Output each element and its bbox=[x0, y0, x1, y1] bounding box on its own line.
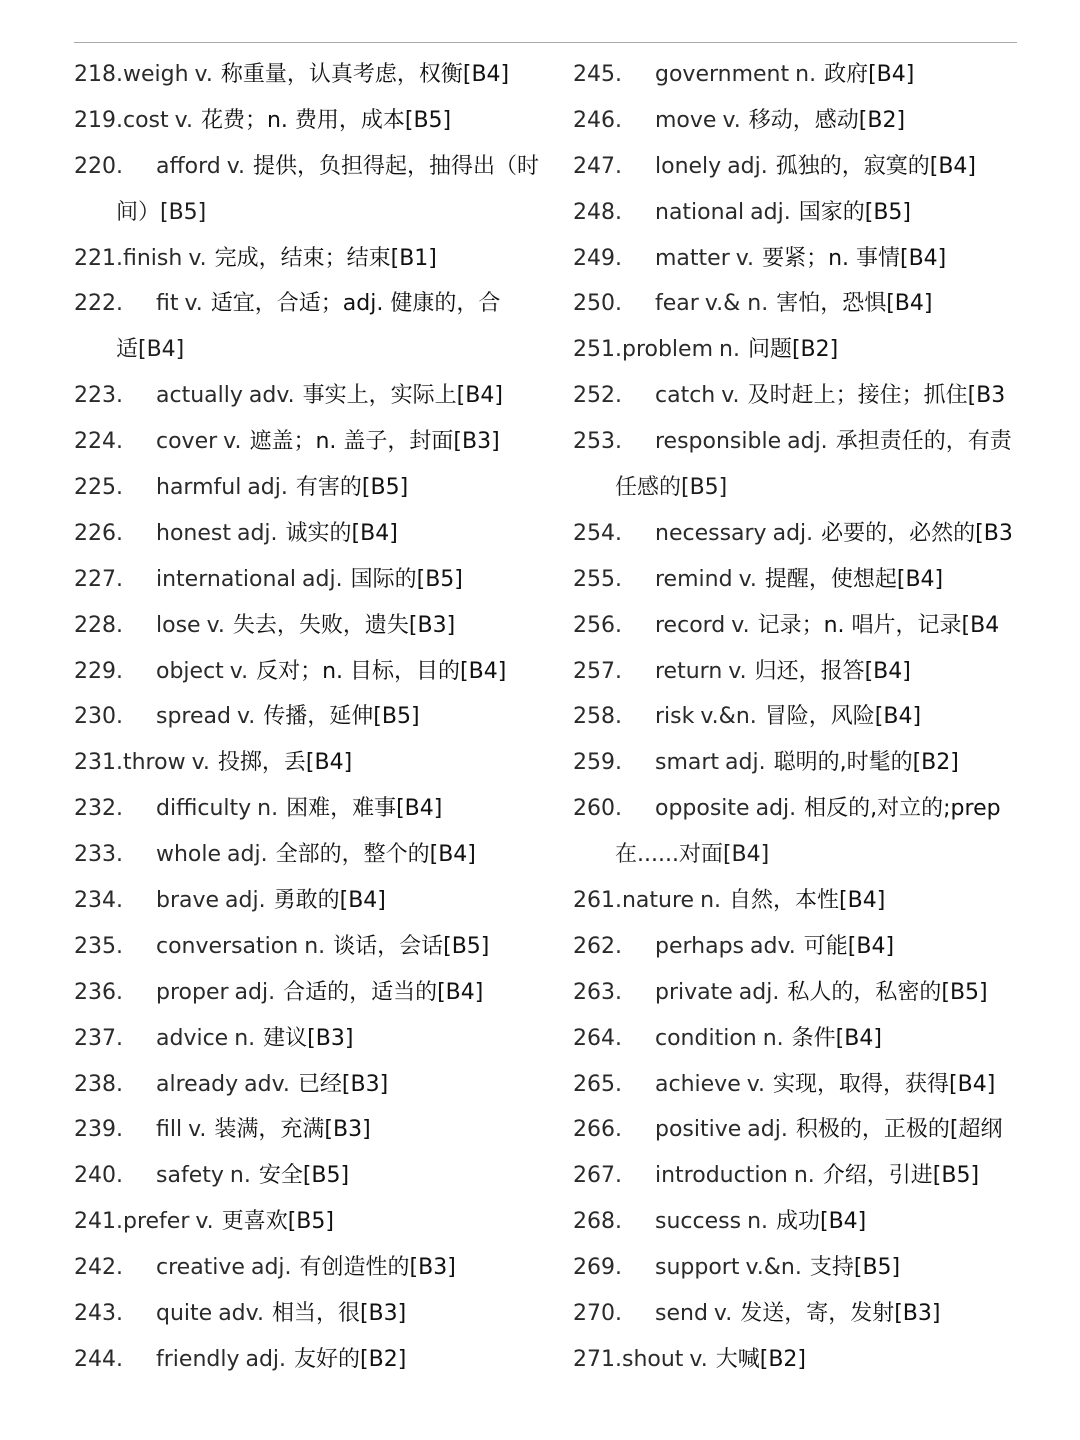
entry-part-of-speech: v. bbox=[722, 107, 741, 133]
entry-word: international bbox=[156, 566, 297, 592]
entry-part-of-speech: adj. bbox=[247, 475, 288, 501]
entry-part-of-speech: v. bbox=[746, 1071, 766, 1097]
vocab-entry bbox=[74, 832, 540, 878]
entry-definition: 有害的[B5] bbox=[295, 475, 409, 501]
vocab-entry bbox=[74, 144, 540, 190]
vocab-entry bbox=[573, 1291, 1017, 1337]
entry-word: positive bbox=[655, 1117, 742, 1143]
entry-word: national bbox=[655, 199, 745, 225]
entry-part-of-speech: v. bbox=[188, 245, 207, 271]
entry-part-of-speech: v.&n. bbox=[700, 704, 757, 730]
vocab-entry bbox=[74, 511, 540, 557]
entry-number: 238. bbox=[74, 1071, 123, 1097]
entry-word: remind bbox=[655, 566, 733, 592]
entry-definition: 国际的[B5] bbox=[350, 566, 463, 592]
entry-definition: 私人的，私密的[B5] bbox=[787, 979, 988, 1005]
entry-part-of-speech: v. bbox=[738, 566, 757, 592]
entry-definition: 实现，取得，获得[B4] bbox=[773, 1071, 996, 1097]
entry-word: fill bbox=[156, 1117, 183, 1143]
entry-part-of-speech: adj. bbox=[236, 520, 278, 546]
vocab-entry bbox=[573, 1107, 1017, 1153]
entry-number: 233. bbox=[74, 842, 123, 868]
vocab-entry bbox=[74, 786, 540, 832]
entry-word: nature bbox=[621, 888, 695, 914]
vocab-entry bbox=[74, 649, 540, 695]
entry-word: fear bbox=[655, 291, 699, 317]
entry-part-of-speech: adv. bbox=[750, 933, 796, 959]
entry-word: already bbox=[156, 1071, 239, 1097]
entry-word: return bbox=[655, 658, 723, 684]
entry-definition: 勇敢的[B4] bbox=[273, 888, 386, 914]
entry-number: 232. bbox=[74, 796, 123, 822]
entry-word: government bbox=[655, 62, 790, 87]
entry-part-of-speech: n. bbox=[793, 1163, 815, 1189]
entry-definition: 归还，报答[B4] bbox=[754, 658, 911, 684]
entry-number: 226. bbox=[74, 520, 123, 546]
entry-number: 222. bbox=[74, 291, 123, 317]
entry-word: creative bbox=[156, 1255, 245, 1281]
vocab-entry bbox=[74, 1199, 540, 1245]
vocab-entry bbox=[74, 694, 540, 740]
entry-word: prefer bbox=[122, 1209, 190, 1235]
entry-word: difficulty bbox=[156, 796, 252, 822]
entry-word: safety bbox=[156, 1163, 224, 1189]
entry-definition: 承担责任的，有责 bbox=[835, 429, 1012, 455]
entry-part-of-speech: v. bbox=[194, 62, 213, 87]
entry-word: object bbox=[156, 658, 224, 684]
entry-word: proper bbox=[156, 979, 229, 1005]
entry-definition: 问题[B2] bbox=[747, 337, 839, 363]
entry-part-of-speech: v. bbox=[206, 612, 225, 638]
entry-definition: 困难，难事[B4] bbox=[286, 796, 443, 822]
entry-definition: 大喊[B2] bbox=[715, 1346, 806, 1372]
vocab-entry bbox=[573, 52, 1017, 98]
entry-number: 269. bbox=[573, 1255, 622, 1281]
entry-definition: 更喜欢[B5] bbox=[221, 1209, 334, 1235]
entry-number: 260. bbox=[573, 796, 622, 822]
entry-word: lonely bbox=[655, 153, 722, 179]
entry-continuation: 任感的[B5] bbox=[615, 475, 728, 501]
entry-part-of-speech: v. bbox=[223, 429, 242, 455]
entry-word: risk bbox=[655, 704, 695, 730]
entry-definition: 诚实的[B4] bbox=[285, 520, 398, 546]
entry-definition: 完成，结束；结束[B1] bbox=[214, 245, 437, 271]
vocab-entry bbox=[74, 98, 540, 144]
entry-number: 223. bbox=[74, 383, 123, 409]
entry-part-of-speech: v. bbox=[731, 612, 750, 638]
entry-number: 229. bbox=[74, 658, 123, 684]
entry-part-of-speech: adj. bbox=[755, 796, 797, 822]
vocab-entry bbox=[74, 419, 540, 465]
entry-definition: 安全[B5] bbox=[258, 1163, 350, 1189]
entry-number: 225. bbox=[74, 475, 123, 501]
entry-part-of-speech: adj. bbox=[747, 1117, 788, 1143]
entry-definition: 相当，很[B3] bbox=[271, 1301, 407, 1327]
entry-definition: 害怕，恐惧[B4] bbox=[776, 291, 933, 317]
entry-definition: 事实上，实际上[B4] bbox=[302, 383, 503, 409]
entry-definition: 称重量，认真考虑，权衡[B4] bbox=[220, 62, 510, 87]
vocab-entry bbox=[573, 511, 1017, 557]
entry-number: 267. bbox=[573, 1163, 622, 1189]
vocab-entry bbox=[573, 281, 1017, 327]
entry-word: finish bbox=[122, 245, 183, 271]
entry-definition: 支持[B5] bbox=[809, 1255, 901, 1281]
entry-definition: 提醒，使想起[B4] bbox=[764, 566, 944, 592]
entry-definition: 相反的,对立的;prep bbox=[804, 796, 1001, 822]
entry-definition: 谈话，会话[B5] bbox=[333, 933, 490, 959]
vocab-entry bbox=[74, 1153, 540, 1199]
entry-part-of-speech: v. bbox=[229, 658, 249, 684]
entry-word: matter bbox=[655, 245, 730, 271]
entry-number: 266. bbox=[573, 1117, 622, 1143]
entry-definition: 移动，感动[B2] bbox=[748, 107, 906, 133]
vocab-entry bbox=[573, 1062, 1017, 1108]
entry-word: smart bbox=[655, 750, 720, 776]
vocab-entry bbox=[573, 970, 1017, 1016]
entry-part-of-speech: v. bbox=[188, 1117, 207, 1143]
entry-part-of-speech: v. bbox=[236, 704, 256, 730]
entry-word: private bbox=[655, 979, 733, 1005]
entry-part-of-speech: v. bbox=[735, 245, 755, 271]
entry-number: 231. bbox=[74, 750, 123, 776]
vocab-entry bbox=[573, 694, 1017, 740]
entry-part-of-speech: adj. bbox=[234, 979, 276, 1005]
entry-definition: 孤独的，寂寞的[B4] bbox=[775, 153, 977, 179]
vocab-entry bbox=[573, 144, 1017, 190]
entry-part-of-speech: adj. bbox=[227, 842, 268, 868]
entry-word: success bbox=[655, 1209, 742, 1235]
entry-definition: 聪明的,时髦的[B2] bbox=[773, 750, 959, 776]
vocab-entry bbox=[74, 1245, 540, 1291]
vocab-entry bbox=[74, 236, 540, 282]
entry-word: actually bbox=[156, 383, 243, 409]
entry-definition: 装满，充满[B3] bbox=[214, 1117, 371, 1143]
entry-word: support bbox=[655, 1255, 740, 1281]
vocab-entry bbox=[74, 1016, 540, 1062]
entry-part-of-speech: n. bbox=[257, 796, 279, 822]
entry-part-of-speech: v. bbox=[191, 750, 210, 776]
entry-word: problem bbox=[621, 337, 714, 363]
entry-definition: 合适的，适当的[B4] bbox=[283, 979, 484, 1005]
vocab-entry bbox=[573, 1337, 1017, 1383]
entry-number: 255. bbox=[573, 566, 622, 592]
entry-definition: 提供，负担得起，抽得出（时 bbox=[253, 153, 540, 179]
top-divider bbox=[74, 42, 1017, 43]
vocab-entry bbox=[74, 1337, 540, 1383]
entry-number: 236. bbox=[74, 979, 123, 1005]
entry-word: brave bbox=[156, 888, 220, 914]
entry-number: 256. bbox=[573, 612, 622, 638]
entry-word: send bbox=[655, 1301, 708, 1327]
entry-word: weigh bbox=[122, 62, 189, 87]
entry-definition: 建议[B3] bbox=[263, 1025, 354, 1051]
entry-number: 227. bbox=[74, 566, 123, 592]
entry-continuation: 适[B4] bbox=[116, 337, 185, 363]
entry-word: fit bbox=[156, 291, 179, 317]
entry-number: 221. bbox=[74, 245, 123, 271]
entry-part-of-speech: adj. bbox=[245, 1346, 287, 1372]
entry-definition: 全部的，整个的[B4] bbox=[275, 842, 476, 868]
vocab-entry bbox=[74, 373, 540, 419]
vocab-column-right bbox=[573, 52, 1017, 1383]
entry-definition: 政府[B4] bbox=[824, 62, 915, 87]
entry-definition: 冒险，风险[B4] bbox=[764, 704, 922, 730]
entry-number: 218. bbox=[74, 62, 123, 87]
entry-word: condition bbox=[655, 1025, 757, 1051]
entry-number: 250. bbox=[573, 291, 622, 317]
entry-part-of-speech: v. bbox=[721, 383, 740, 409]
entry-number: 253. bbox=[573, 429, 622, 455]
entry-number: 261. bbox=[573, 888, 622, 914]
vocab-entry bbox=[74, 1291, 540, 1337]
vocab-entry bbox=[74, 1107, 540, 1153]
entry-number: 271. bbox=[573, 1346, 622, 1372]
entry-part-of-speech: n. bbox=[700, 888, 722, 914]
vocab-entry bbox=[74, 740, 540, 786]
vocab-entry bbox=[573, 1199, 1017, 1245]
entry-part-of-speech: adj. bbox=[225, 888, 266, 914]
entry-word: opposite bbox=[655, 796, 750, 822]
entry-part-of-speech: n. bbox=[234, 1025, 256, 1051]
entry-definition: 要紧；n. 事情[B4] bbox=[762, 245, 947, 271]
entry-part-of-speech: v. bbox=[195, 1209, 214, 1235]
entry-definition: 已经[B3] bbox=[297, 1071, 389, 1097]
vocab-entry bbox=[573, 327, 1017, 373]
entry-word: advice bbox=[156, 1025, 229, 1051]
entry-number: 265. bbox=[573, 1071, 622, 1097]
entry-word: responsible bbox=[655, 429, 782, 455]
vocab-entry bbox=[74, 878, 540, 924]
entry-word: shout bbox=[621, 1346, 684, 1372]
entry-part-of-speech: v. bbox=[184, 291, 203, 317]
entry-definition: 投掷，丢[B4] bbox=[217, 750, 353, 776]
entry-number: 240. bbox=[74, 1163, 123, 1189]
entry-definition: 友好的[B2] bbox=[294, 1346, 407, 1372]
entry-number: 237. bbox=[74, 1025, 123, 1051]
vocab-entry bbox=[573, 1153, 1017, 1199]
vocab-column-left bbox=[74, 52, 540, 1383]
entry-part-of-speech: adj. bbox=[725, 750, 766, 776]
entry-word: friendly bbox=[156, 1346, 240, 1372]
entry-number: 263. bbox=[573, 979, 622, 1005]
entry-number: 252. bbox=[573, 383, 622, 409]
entry-definition: 成功[B4] bbox=[776, 1209, 867, 1235]
entry-word: achieve bbox=[655, 1071, 741, 1097]
entry-part-of-speech: n. bbox=[795, 62, 817, 87]
vocab-entry bbox=[573, 419, 1017, 465]
entry-number: 219. bbox=[74, 107, 123, 133]
entry-number: 258. bbox=[573, 704, 622, 730]
entry-definition: 反对；n. 目标，目的[B4] bbox=[256, 658, 507, 684]
entry-part-of-speech: adv. bbox=[244, 1071, 290, 1097]
entry-part-of-speech: v. bbox=[174, 107, 193, 133]
entry-part-of-speech: v.&n. bbox=[745, 1255, 802, 1281]
vocab-entry bbox=[573, 190, 1017, 236]
entry-definition: 花费；n. 费用，成本[B5] bbox=[200, 107, 452, 133]
entry-number: 257. bbox=[573, 658, 622, 684]
entry-word: cover bbox=[156, 429, 218, 455]
vocab-entry bbox=[74, 52, 540, 98]
entry-continuation: 在......对面[B4] bbox=[615, 842, 770, 868]
entry-definition: 可能[B4] bbox=[803, 933, 895, 959]
entry-definition: 传播，延伸[B5] bbox=[263, 704, 420, 730]
entry-part-of-speech: v.& n. bbox=[704, 291, 769, 317]
entry-definition: 记录；n. 唱片，记录[B4 bbox=[757, 612, 1000, 638]
entry-word: move bbox=[655, 107, 717, 133]
entry-number: 242. bbox=[74, 1255, 123, 1281]
entry-definition: 必要的，必然的[B3 bbox=[821, 520, 1013, 546]
entry-part-of-speech: v. bbox=[728, 658, 747, 684]
vocab-entry bbox=[74, 603, 540, 649]
entry-definition: 积极的，正极的[超纲 bbox=[795, 1117, 1003, 1143]
entry-definition: 有创造性的[B3] bbox=[299, 1255, 456, 1281]
entry-number: 247. bbox=[573, 153, 622, 179]
entry-number: 220. bbox=[74, 153, 123, 179]
vocab-entry bbox=[74, 1062, 540, 1108]
entry-definition: 介绍，引进[B5] bbox=[822, 1163, 980, 1189]
vocab-entry bbox=[573, 98, 1017, 144]
entry-number: 259. bbox=[573, 750, 622, 776]
vocab-entry bbox=[74, 557, 540, 603]
entry-number: 239. bbox=[74, 1117, 123, 1143]
entry-part-of-speech: adv. bbox=[248, 383, 295, 409]
entry-number: 228. bbox=[74, 612, 123, 638]
entry-part-of-speech: adj. bbox=[727, 153, 768, 179]
entry-number: 264. bbox=[573, 1025, 622, 1051]
vocab-entry bbox=[74, 281, 540, 327]
entry-word: whole bbox=[156, 842, 222, 868]
entry-number: 235. bbox=[74, 933, 123, 959]
entry-word: catch bbox=[655, 383, 716, 409]
vocab-entry bbox=[573, 236, 1017, 282]
vocab-entry bbox=[573, 557, 1017, 603]
entry-number: 249. bbox=[573, 245, 622, 271]
entry-number: 268. bbox=[573, 1209, 622, 1235]
entry-word: throw bbox=[122, 750, 186, 776]
entry-definition: 发送，寄，发射[B3] bbox=[740, 1301, 941, 1327]
entry-definition: 自然，本性[B4] bbox=[729, 888, 886, 914]
entry-number: 234. bbox=[74, 888, 123, 914]
entry-definition: 国家的[B5] bbox=[798, 199, 911, 225]
entry-number: 270. bbox=[573, 1301, 622, 1327]
entry-number: 262. bbox=[573, 933, 622, 959]
entry-definition: 适宜，合适；adj. 健康的，合 bbox=[210, 291, 501, 317]
entry-part-of-speech: adj. bbox=[750, 199, 791, 225]
vocab-entry bbox=[573, 1016, 1017, 1062]
entry-part-of-speech: v. bbox=[689, 1346, 708, 1372]
entry-part-of-speech: adj. bbox=[738, 979, 780, 1005]
vocab-entry bbox=[573, 1245, 1017, 1291]
entry-word: cost bbox=[122, 107, 169, 133]
entry-part-of-speech: n. bbox=[304, 933, 326, 959]
entry-number: 243. bbox=[74, 1301, 123, 1327]
entry-word: conversation bbox=[156, 933, 299, 959]
vocab-entry bbox=[573, 740, 1017, 786]
vocab-entry bbox=[573, 924, 1017, 970]
entry-part-of-speech: adj. bbox=[787, 429, 828, 455]
entry-number: 251. bbox=[573, 337, 622, 363]
entry-definition: 及时赶上；接住；抓住[B3 bbox=[747, 383, 1006, 409]
entry-part-of-speech: adj. bbox=[772, 520, 814, 546]
vocab-entry bbox=[74, 465, 540, 511]
entry-word: record bbox=[655, 612, 726, 638]
vocab-entry bbox=[573, 878, 1017, 924]
entry-part-of-speech: n. bbox=[762, 1025, 784, 1051]
vocab-entry bbox=[573, 649, 1017, 695]
entry-number: 224. bbox=[74, 429, 123, 455]
entry-number: 254. bbox=[573, 520, 622, 546]
entry-number: 246. bbox=[573, 107, 622, 133]
entry-word: perhaps bbox=[655, 933, 745, 959]
entry-part-of-speech: v. bbox=[713, 1301, 733, 1327]
entry-number: 230. bbox=[74, 704, 123, 730]
entry-word: lose bbox=[156, 612, 201, 638]
entry-definition: 条件[B4] bbox=[791, 1025, 882, 1051]
vocab-entry bbox=[573, 603, 1017, 649]
entry-word: harmful bbox=[156, 475, 242, 501]
vocab-entry bbox=[573, 373, 1017, 419]
entry-part-of-speech: n. bbox=[229, 1163, 251, 1189]
entry-number: 248. bbox=[573, 199, 622, 225]
entry-word: necessary bbox=[655, 520, 767, 546]
vocab-entry bbox=[573, 786, 1017, 832]
entry-number: 245. bbox=[573, 62, 622, 87]
vocab-entry bbox=[74, 970, 540, 1016]
entry-part-of-speech: n. bbox=[719, 337, 740, 363]
entry-definition: 遮盖；n. 盖子，封面[B3] bbox=[249, 429, 500, 455]
entry-word: honest bbox=[156, 520, 231, 546]
entry-word: spread bbox=[156, 704, 231, 730]
entry-part-of-speech: v. bbox=[226, 153, 246, 179]
entry-part-of-speech: adv. bbox=[218, 1301, 264, 1327]
entry-word: quite bbox=[156, 1301, 213, 1327]
entry-number: 244. bbox=[74, 1346, 123, 1372]
entry-part-of-speech: adj. bbox=[250, 1255, 292, 1281]
entry-continuation: 间）[B5] bbox=[116, 199, 207, 225]
entry-word: introduction bbox=[655, 1163, 788, 1189]
entry-word: afford bbox=[156, 153, 221, 179]
vocab-entry bbox=[74, 924, 540, 970]
entry-part-of-speech: n. bbox=[747, 1209, 768, 1235]
entry-number: 241. bbox=[74, 1209, 123, 1235]
entry-part-of-speech: adj. bbox=[302, 566, 343, 592]
entry-definition: 失去，失败，遗失[B3] bbox=[232, 612, 456, 638]
